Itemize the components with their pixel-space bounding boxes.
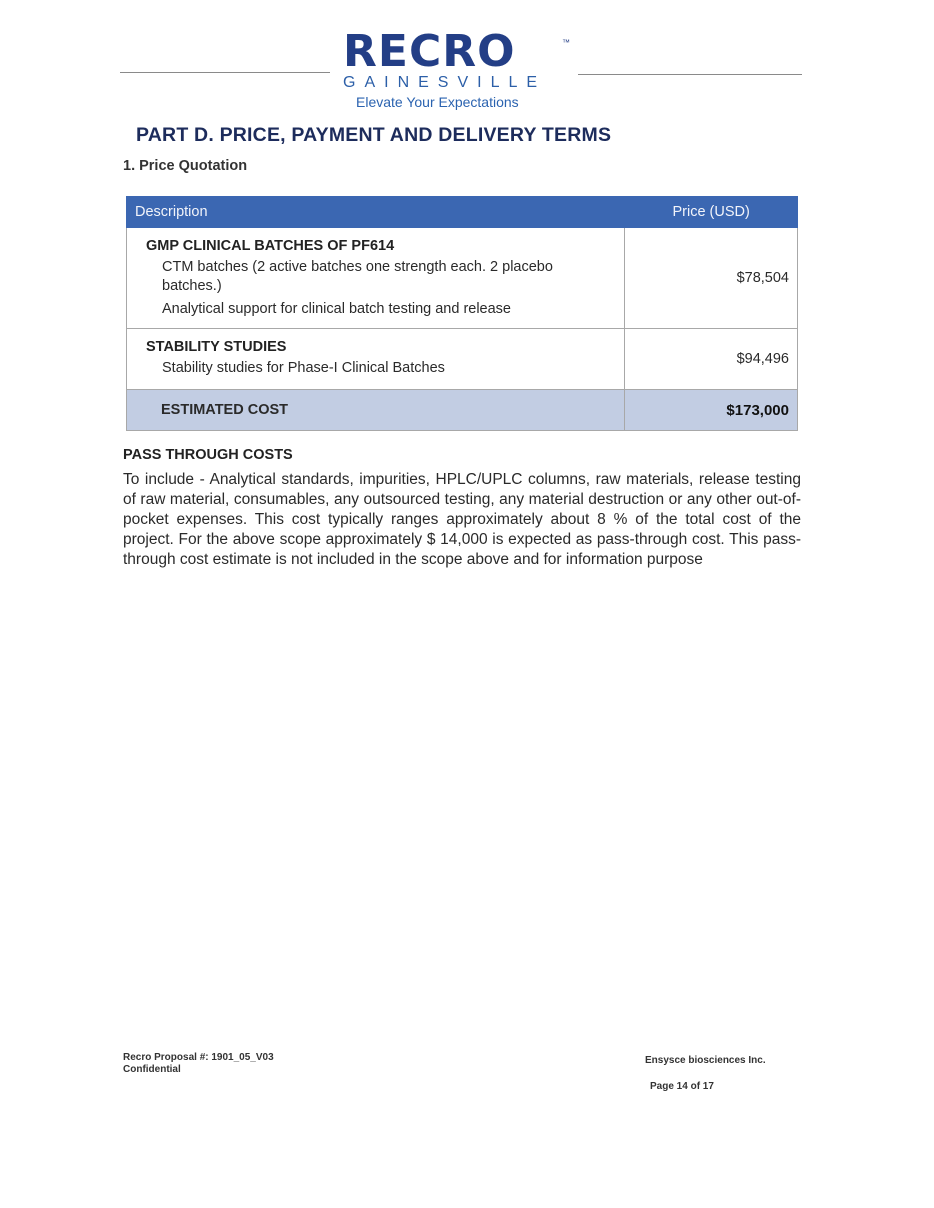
price-quotation-table [126, 196, 798, 431]
column-header-price: Price (USD) [625, 197, 798, 228]
footer-company: Ensysce biosciences Inc. [645, 1055, 766, 1066]
row-title: STABILITY STUDIES [146, 339, 287, 355]
column-header-description: Description [127, 197, 625, 228]
total-label: ESTIMATED COST [127, 390, 625, 431]
footer-proposal-number: Recro Proposal #: 1901_05_V03 [123, 1052, 274, 1063]
pass-through-title: PASS THROUGH COSTS [123, 447, 293, 463]
header-rule-right [578, 74, 802, 75]
footer-confidential: Confidential [123, 1064, 181, 1075]
total-value: $173,000 [625, 390, 798, 431]
logo-trademark: ™ [562, 38, 570, 47]
row-line: Analytical support for clinical batch testing and release [162, 301, 511, 317]
page-number: Page 14 of 17 [650, 1081, 714, 1092]
company-logo: RECRO [343, 26, 516, 77]
table-row [127, 329, 798, 390]
logo-tagline: Elevate Your Expectations [356, 94, 519, 110]
total-row [127, 390, 798, 431]
pass-through-body: To include - Analytical standards, impurities, HPLC/UPLC columns, raw materials, release testing of raw material, consumables, any outsourced testing, any material destruction or any other out-of-pocket expenses. This cost typically ranges approximately about 8 % of the total cost of the project. For the above scope approximately $ 14,000 is expected as pass-through cost. This pass-through cost estimate is not included in the scope above and for information purpose [123, 471, 801, 568]
table-row [127, 228, 798, 329]
logo-subtext: GAINESVILLE [343, 74, 547, 91]
row-line: Stability studies for Phase-I Clinical Batches [162, 360, 445, 376]
page-title: PART D. PRICE, PAYMENT AND DELIVERY TERMS [136, 124, 612, 146]
price-cell: $94,496 [625, 329, 798, 390]
table-header-row [127, 197, 798, 228]
description-cell [127, 329, 625, 390]
section-title: 1. Price Quotation [123, 158, 248, 174]
row-line: CTM batches (2 active batches one strength each. 2 placebo batches.) [162, 259, 553, 294]
header-rule-left [120, 72, 330, 73]
row-title: GMP CLINICAL BATCHES OF PF614 [146, 238, 395, 254]
price-cell: $78,504 [625, 228, 798, 329]
description-cell [127, 228, 625, 329]
